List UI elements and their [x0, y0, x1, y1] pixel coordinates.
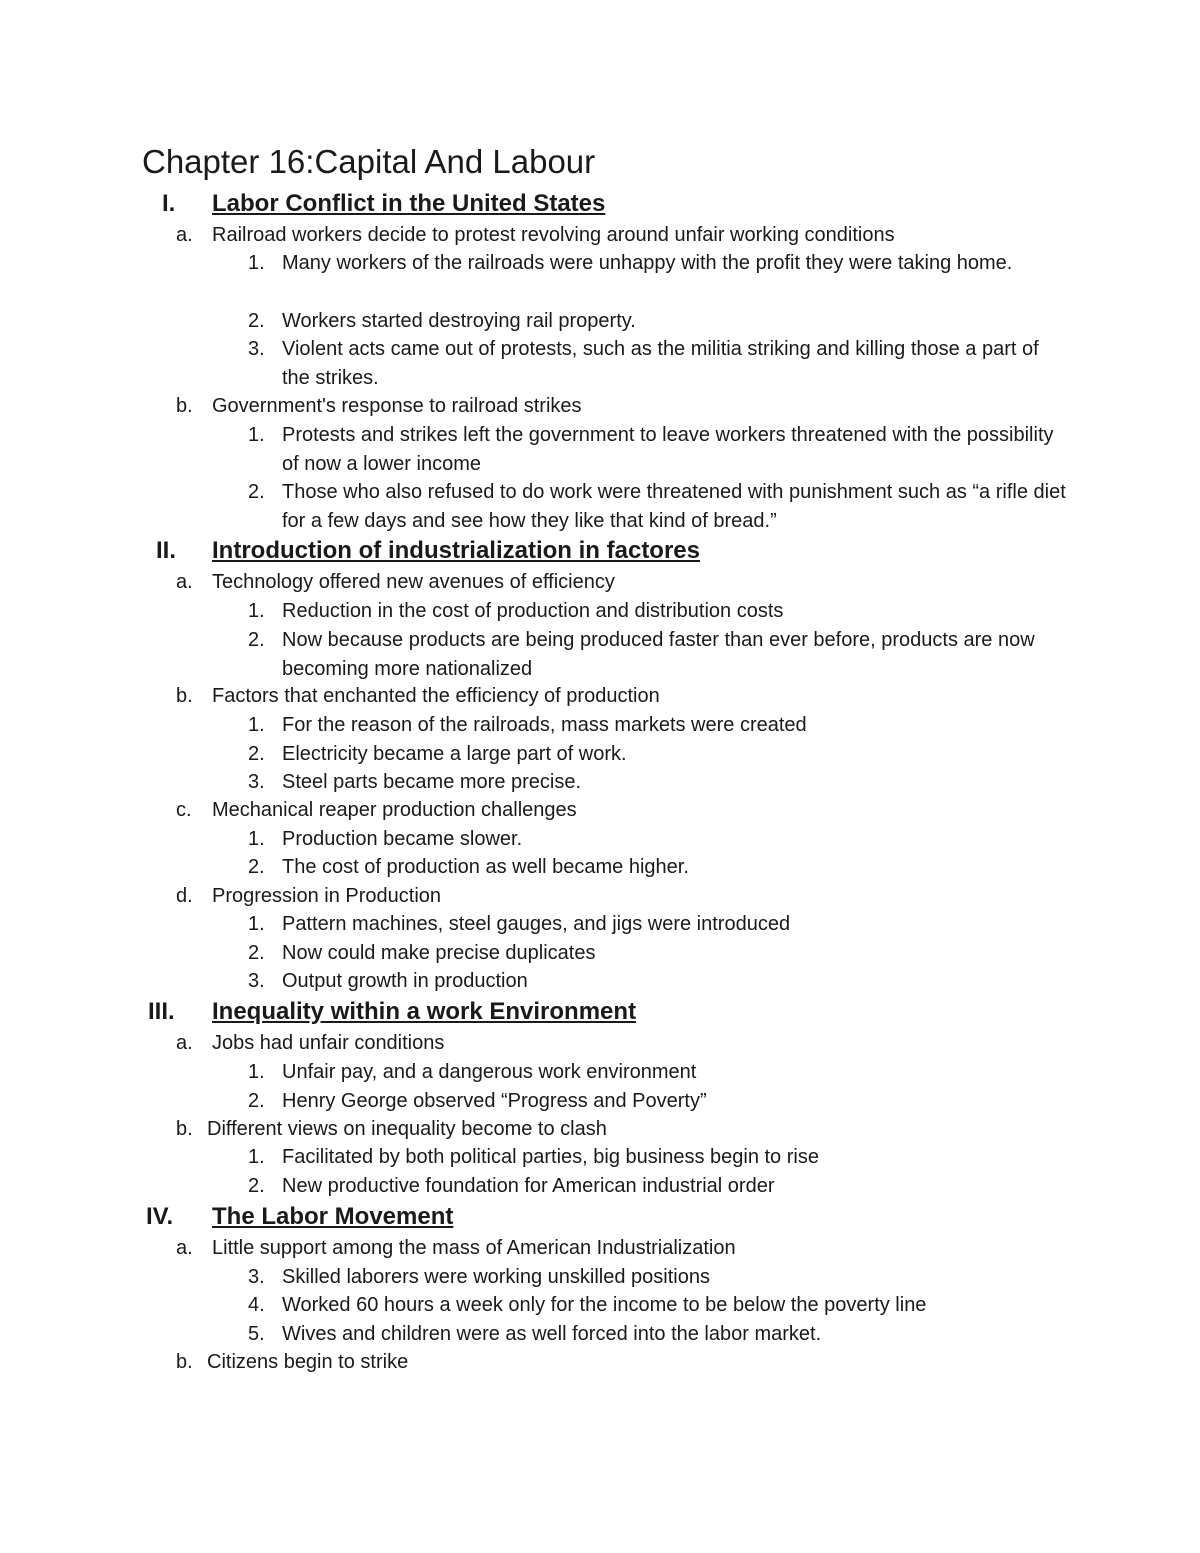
subsection-marker: b.	[176, 1351, 193, 1373]
item-text: Steel parts became more precise.	[282, 771, 582, 793]
subsection-text: Citizens begin to strike	[207, 1351, 409, 1373]
subsection-marker: a.	[176, 1032, 193, 1054]
subsection-marker: a.	[176, 224, 193, 246]
subsection-text: Mechanical reaper production challenges	[212, 799, 577, 821]
item-text: Now because products are being produced faster than ever before, products are now becoming more nationalized	[282, 629, 1035, 680]
item-marker: 2.	[248, 942, 265, 964]
page-title: Chapter 16:Capital And Labour	[142, 143, 596, 180]
section-heading: Inequality within a work Environment	[212, 998, 637, 1025]
item-marker: 5.	[248, 1323, 265, 1345]
section-marker: IV.	[146, 1203, 174, 1230]
subsection-text: Different views on inequality become to clash	[207, 1118, 607, 1140]
item-marker: 2.	[248, 1175, 265, 1197]
item-marker: 1.	[248, 1146, 265, 1168]
item-marker: 3.	[248, 970, 265, 992]
subsection-text: Progression in Production	[212, 885, 442, 907]
subsection-text: Technology offered new avenues of efficiency	[212, 571, 615, 593]
section-heading: Introduction of industrialization in factores	[212, 537, 701, 564]
subsection-marker: a.	[176, 571, 193, 593]
item-marker: 3.	[248, 1266, 265, 1288]
section-heading: Labor Conflict in the United States	[212, 190, 606, 217]
item-marker: 3.	[248, 771, 265, 793]
item-text: Output growth in production	[282, 970, 528, 992]
item-marker: 1.	[248, 252, 265, 274]
item-marker: 1.	[248, 600, 265, 622]
item-marker: 2.	[248, 743, 265, 765]
item-marker: 2.	[248, 629, 265, 651]
item-text: Henry George observed “Progress and Poverty”	[282, 1090, 707, 1112]
subsection-marker: d.	[176, 885, 193, 907]
item-text: Many workers of the railroads were unhappy with the profit they were taking home.	[282, 252, 1013, 274]
item-marker: 1.	[248, 1061, 265, 1083]
subsection-text: Government's response to railroad strikes	[212, 395, 582, 417]
item-text: The cost of production as well became higher.	[282, 856, 689, 878]
item-marker: 2.	[248, 856, 265, 878]
item-text: Electricity became a large part of work.	[282, 743, 627, 765]
subsection-marker: b.	[176, 685, 193, 707]
subsection-marker: b.	[176, 395, 193, 417]
section-heading: The Labor Movement	[212, 1203, 454, 1230]
item-marker: 2.	[248, 481, 265, 503]
item-text: Facilitated by both political parties, big business begin to rise	[282, 1146, 819, 1168]
subsection-text: Railroad workers decide to protest revolving around unfair working conditions	[212, 224, 895, 246]
item-marker: 1.	[248, 913, 265, 935]
subsection-text: Jobs had unfair conditions	[212, 1032, 445, 1054]
subsection-marker: c.	[176, 799, 192, 821]
section-marker: II.	[156, 537, 177, 564]
section-marker: I.	[162, 190, 176, 217]
item-text: Workers started destroying rail property.	[282, 310, 636, 332]
item-marker: 2.	[248, 310, 265, 332]
item-text: Reduction in the cost of production and distribution costs	[282, 600, 784, 622]
item-text: Those who also refused to do work were threatened with punishment such as “a rifle diet for a few days and see how they like that kind of bread.”	[282, 481, 1066, 532]
item-marker: 3.	[248, 338, 265, 360]
item-text: For the reason of the railroads, mass markets were created	[282, 714, 807, 736]
item-marker: 1.	[248, 424, 265, 446]
item-marker: 1.	[248, 828, 265, 850]
item-text: Unfair pay, and a dangerous work environment	[282, 1061, 697, 1083]
subsection-text: Factors that enchanted the efficiency of production	[212, 685, 660, 707]
item-text: Skilled laborers were working unskilled positions	[282, 1266, 710, 1288]
subsection-marker: b.	[176, 1118, 193, 1140]
item-text: Protests and strikes left the government to leave workers threatened with the possibility of now a lower income	[282, 424, 1054, 475]
item-text: Worked 60 hours a week only for the income to be below the poverty line	[282, 1294, 927, 1316]
subsection-marker: a.	[176, 1237, 193, 1259]
section-marker: III.	[148, 998, 175, 1025]
item-text: Pattern machines, steel gauges, and jigs were introduced	[282, 913, 791, 935]
item-text: Violent acts came out of protests, such as the militia striking and killing those a part of the strikes.	[282, 338, 1039, 389]
item-text: Now could make precise duplicates	[282, 942, 596, 964]
item-text: New productive foundation for American industrial order	[282, 1175, 775, 1197]
item-marker: 1.	[248, 714, 265, 736]
item-text: Production became slower.	[282, 828, 523, 850]
item-marker: 2.	[248, 1090, 265, 1112]
item-text: Wives and children were as well forced into the labor market.	[282, 1323, 822, 1345]
subsection-text: Little support among the mass of American Industrialization	[212, 1237, 736, 1259]
item-marker: 4.	[248, 1294, 265, 1316]
